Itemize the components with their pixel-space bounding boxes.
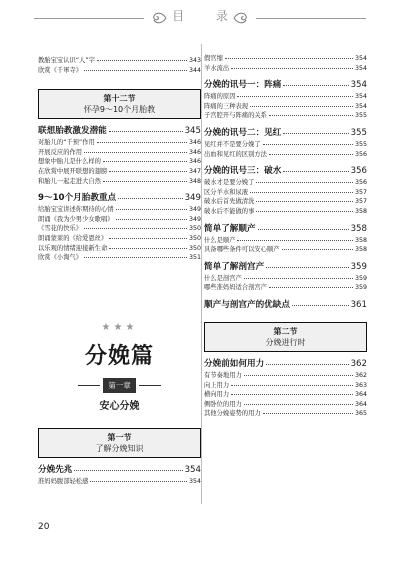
toc-entry[interactable]: 对胎儿的“千预”作用 346 xyxy=(38,139,201,147)
star-ornament-icon: ★★★ xyxy=(101,322,138,333)
toc-heading[interactable]: 分娩前如何用力 362 xyxy=(204,358,367,369)
toc-entry[interactable]: 子宫腔开与阵痛的关系 355 xyxy=(204,112,367,120)
toc-right-column xyxy=(204,36,367,421)
header-rule-right xyxy=(256,18,366,19)
toc-entry[interactable]: 在欣赏中展开联想的翅膀 347 xyxy=(38,167,201,175)
toc-entry[interactable]: 其他分娩姿势的用力 365 xyxy=(204,410,367,418)
page-title: 目 录 xyxy=(172,9,242,23)
toc-entry[interactable]: 有节奏地用力 362 xyxy=(204,371,367,379)
toc-entry[interactable]: 侧卧位的用力 364 xyxy=(204,400,367,408)
toc-heading[interactable]: 分娩先兆 354 xyxy=(38,465,201,475)
toc-entry[interactable]: 教胎宝宝认识“人”字 343 xyxy=(38,57,201,64)
toc-entry[interactable]: 什么是顺产 358 xyxy=(204,236,367,244)
toc-entry[interactable]: 阵痛的三种表现 354 xyxy=(204,102,367,110)
toc-heading[interactable]: 9～10个月胎教重点 349 xyxy=(38,193,201,204)
toc-entry[interactable]: 开展反应的作用 346 xyxy=(38,148,201,156)
toc-entry[interactable]: 准妈妈腹部轻松感 354 xyxy=(38,478,201,485)
toc-entry[interactable]: 羊水流出 354 xyxy=(204,64,367,72)
toc-entry[interactable]: 欣赏《千軍寺》 344 xyxy=(38,66,201,74)
toc-entry[interactable]: 阵痛的原因 354 xyxy=(204,93,367,101)
toc-entry[interactable]: 给胎宝宝讲述你期待的心情 349 xyxy=(38,206,201,214)
toc-left-column-bottom xyxy=(38,428,201,489)
toc-left-column xyxy=(38,36,201,265)
section-box xyxy=(204,322,367,352)
toc-entry[interactable]: 什么是剖宫产 359 xyxy=(204,274,367,282)
section-subtitle: 怀孕9～10个月胎教 xyxy=(83,105,156,115)
page-number: 20 xyxy=(38,522,50,532)
toc-entry[interactable]: 见红并不是要分娩了 355 xyxy=(204,140,367,148)
toc-entry[interactable]: 假官缩 354 xyxy=(204,55,367,62)
toc-entry[interactable]: 想象中胎儿是什么样的 346 xyxy=(38,158,201,166)
toc-entry[interactable]: 哪些准妈妈适合剖宫产 359 xyxy=(204,284,367,292)
toc-heading[interactable]: 简单了解顺产 358 xyxy=(204,223,367,234)
scroll-ornament-right-icon xyxy=(232,10,250,26)
part-title-block xyxy=(38,322,201,412)
toc-entry[interactable]: 区分羊水和尿液 357 xyxy=(204,188,367,196)
section-label: 第一节 xyxy=(107,433,132,442)
toc-entry[interactable]: 破水后首先做清洗 357 xyxy=(204,198,367,206)
toc-heading[interactable]: 分娩的讯号一：阵痛 354 xyxy=(204,80,367,91)
toc-entry[interactable]: 朗诵蒙莱的《给爱恩丝》 350 xyxy=(38,234,201,242)
toc-heading[interactable]: 顺产与剖宫产的优缺点 361 xyxy=(204,299,367,310)
chapter-label: 第一章 xyxy=(103,378,136,393)
toc-heading[interactable]: 分娩的讯号三：破水 356 xyxy=(204,166,367,177)
toc-entry[interactable]: 朗诵《我为少男少女歌唱》 349 xyxy=(38,215,201,223)
toc-entry[interactable]: 出血和见红的区别方法 356 xyxy=(204,150,367,158)
chapter-rule-right xyxy=(139,385,161,386)
toc-heading[interactable]: 简单了解剖宫产 359 xyxy=(204,261,367,272)
toc-entry[interactable]: 具备哪些条件可以安心顺产 358 xyxy=(204,246,367,254)
chapter-row xyxy=(38,378,201,393)
header-band xyxy=(0,0,400,32)
toc-entry[interactable]: 横向用力 364 xyxy=(204,391,367,399)
section-subtitle: 分娩进行时 xyxy=(265,337,306,347)
toc-entry[interactable]: 向上用力 363 xyxy=(204,381,367,389)
column-divider xyxy=(201,44,202,504)
toc-entry[interactable]: 破水才是要分娩了 356 xyxy=(204,179,367,187)
toc-entry[interactable]: 和胎儿一起走进大自然 348 xyxy=(38,177,201,185)
section-box xyxy=(38,428,201,458)
chapter-title: 安心分娩 xyxy=(99,401,140,412)
toc-heading[interactable]: 分娩的讯号二：见红 355 xyxy=(204,127,367,138)
toc-heading[interactable]: 联想胎教激发潜能 345 xyxy=(38,126,201,137)
toc-entry[interactable]: 以乐观的情绪迎接新生命 350 xyxy=(38,244,201,252)
toc-entry[interactable]: 《雪花的快乐》 350 xyxy=(38,225,201,233)
section-subtitle: 了解分娩知识 xyxy=(95,444,144,453)
section-label: 第二节 xyxy=(273,326,298,336)
chapter-rule-left xyxy=(78,385,100,386)
toc-entry[interactable]: 破水后不能做的事 358 xyxy=(204,207,367,215)
part-title: 分娩篇 xyxy=(84,344,154,369)
section-label: 第十二节 xyxy=(103,94,136,104)
toc-entry[interactable]: 欣赏《小淘气》 351 xyxy=(38,254,201,262)
header-rule-left xyxy=(34,18,144,19)
section-box xyxy=(38,89,201,119)
